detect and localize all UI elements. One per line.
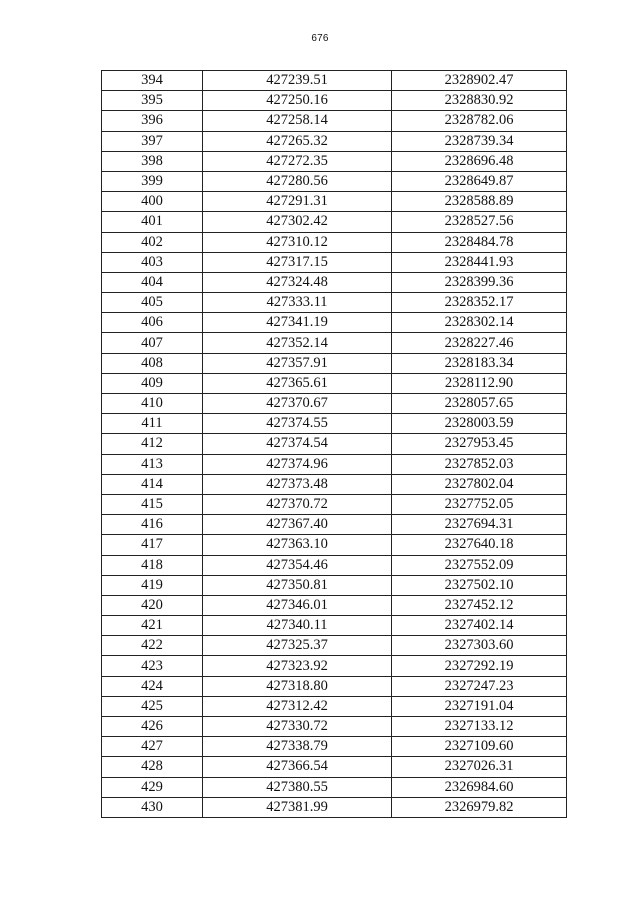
table-row [102,636,567,656]
y-coordinate-cell: 2328112.90 [392,373,567,393]
point-number-cell: 430 [102,797,203,817]
table-row [102,616,567,636]
point-number-cell: 420 [102,595,203,615]
point-number-cell: 411 [102,414,203,434]
x-coordinate-cell: 427323.92 [203,656,392,676]
table-row [102,555,567,575]
point-number-cell: 419 [102,575,203,595]
x-coordinate-cell: 427330.72 [203,717,392,737]
point-number-cell: 424 [102,676,203,696]
y-coordinate-cell: 2328003.59 [392,414,567,434]
x-coordinate-cell: 427250.16 [203,91,392,111]
table-row [102,575,567,595]
y-coordinate-cell: 2328830.92 [392,91,567,111]
y-coordinate-cell: 2327109.60 [392,737,567,757]
table-row [102,676,567,696]
x-coordinate-cell: 427302.42 [203,212,392,232]
y-coordinate-cell: 2328696.48 [392,151,567,171]
point-number-cell: 395 [102,91,203,111]
y-coordinate-cell: 2328649.87 [392,171,567,191]
point-number-cell: 399 [102,171,203,191]
x-coordinate-cell: 427338.79 [203,737,392,757]
point-number-cell: 408 [102,353,203,373]
x-coordinate-cell: 427352.14 [203,333,392,353]
point-number-cell: 398 [102,151,203,171]
table-row [102,777,567,797]
y-coordinate-cell: 2328527.56 [392,212,567,232]
table-row [102,252,567,272]
table-row [102,131,567,151]
table-row [102,535,567,555]
point-number-cell: 402 [102,232,203,252]
x-coordinate-cell: 427373.48 [203,474,392,494]
y-coordinate-cell: 2328399.36 [392,272,567,292]
y-coordinate-cell: 2327694.31 [392,515,567,535]
table-row [102,333,567,353]
point-number-cell: 422 [102,636,203,656]
point-number-cell: 416 [102,515,203,535]
x-coordinate-cell: 427381.99 [203,797,392,817]
y-coordinate-cell: 2327133.12 [392,717,567,737]
table-row [102,656,567,676]
point-number-cell: 418 [102,555,203,575]
point-number-cell: 428 [102,757,203,777]
point-number-cell: 417 [102,535,203,555]
table-row [102,717,567,737]
x-coordinate-cell: 427363.10 [203,535,392,555]
point-number-cell: 409 [102,373,203,393]
y-coordinate-cell: 2328902.47 [392,71,567,91]
y-coordinate-cell: 2328588.89 [392,192,567,212]
x-coordinate-cell: 427265.32 [203,131,392,151]
y-coordinate-cell: 2327752.05 [392,494,567,514]
x-coordinate-cell: 427280.56 [203,171,392,191]
coordinate-table-body [102,71,567,818]
table-row [102,696,567,716]
point-number-cell: 397 [102,131,203,151]
y-coordinate-cell: 2327452.12 [392,595,567,615]
y-coordinate-cell: 2328782.06 [392,111,567,131]
point-number-cell: 414 [102,474,203,494]
x-coordinate-cell: 427374.55 [203,414,392,434]
x-coordinate-cell: 427366.54 [203,757,392,777]
table-row [102,797,567,817]
table-row [102,474,567,494]
x-coordinate-cell: 427370.72 [203,494,392,514]
x-coordinate-cell: 427312.42 [203,696,392,716]
x-coordinate-cell: 427350.81 [203,575,392,595]
point-number-cell: 413 [102,454,203,474]
table-row [102,434,567,454]
x-coordinate-cell: 427354.46 [203,555,392,575]
table-row [102,737,567,757]
table-row [102,454,567,474]
point-number-cell: 423 [102,656,203,676]
x-coordinate-cell: 427346.01 [203,595,392,615]
point-number-cell: 427 [102,737,203,757]
x-coordinate-cell: 427367.40 [203,515,392,535]
table-row [102,71,567,91]
point-number-cell: 404 [102,272,203,292]
x-coordinate-cell: 427374.54 [203,434,392,454]
y-coordinate-cell: 2328057.65 [392,394,567,414]
x-coordinate-cell: 427310.12 [203,232,392,252]
point-number-cell: 421 [102,616,203,636]
y-coordinate-cell: 2328352.17 [392,293,567,313]
table-row [102,272,567,292]
point-number-cell: 410 [102,394,203,414]
y-coordinate-cell: 2327191.04 [392,696,567,716]
x-coordinate-cell: 427341.19 [203,313,392,333]
x-coordinate-cell: 427325.37 [203,636,392,656]
table-row [102,151,567,171]
point-number-cell: 407 [102,333,203,353]
table-row [102,373,567,393]
table-row [102,232,567,252]
table-row [102,394,567,414]
table-row [102,595,567,615]
y-coordinate-cell: 2327640.18 [392,535,567,555]
y-coordinate-cell: 2327552.09 [392,555,567,575]
table-row [102,212,567,232]
x-coordinate-cell: 427318.80 [203,676,392,696]
y-coordinate-cell: 2327026.31 [392,757,567,777]
y-coordinate-cell: 2327402.14 [392,616,567,636]
y-coordinate-cell: 2328227.46 [392,333,567,353]
table-row [102,757,567,777]
x-coordinate-cell: 427370.67 [203,394,392,414]
y-coordinate-cell: 2327303.60 [392,636,567,656]
x-coordinate-cell: 427317.15 [203,252,392,272]
point-number-cell: 406 [102,313,203,333]
table-row [102,171,567,191]
table-row [102,293,567,313]
table-row [102,91,567,111]
table-row [102,515,567,535]
x-coordinate-cell: 427239.51 [203,71,392,91]
y-coordinate-cell: 2327802.04 [392,474,567,494]
point-number-cell: 429 [102,777,203,797]
table-row [102,353,567,373]
y-coordinate-cell: 2327292.19 [392,656,567,676]
y-coordinate-cell: 2328441.93 [392,252,567,272]
table-row [102,111,567,131]
y-coordinate-cell: 2327502.10 [392,575,567,595]
table-row [102,494,567,514]
y-coordinate-cell: 2327852.03 [392,454,567,474]
x-coordinate-cell: 427291.31 [203,192,392,212]
table-row [102,313,567,333]
x-coordinate-cell: 427380.55 [203,777,392,797]
table-row [102,414,567,434]
point-number-cell: 403 [102,252,203,272]
x-coordinate-cell: 427340.11 [203,616,392,636]
table-row [102,192,567,212]
page-number: 676 [311,33,329,44]
point-number-cell: 401 [102,212,203,232]
point-number-cell: 396 [102,111,203,131]
point-number-cell: 405 [102,293,203,313]
point-number-cell: 415 [102,494,203,514]
y-coordinate-cell: 2328484.78 [392,232,567,252]
coordinate-table [101,70,567,818]
x-coordinate-cell: 427374.96 [203,454,392,474]
x-coordinate-cell: 427258.14 [203,111,392,131]
x-coordinate-cell: 427357.91 [203,353,392,373]
point-number-cell: 400 [102,192,203,212]
y-coordinate-cell: 2327247.23 [392,676,567,696]
point-number-cell: 425 [102,696,203,716]
point-number-cell: 426 [102,717,203,737]
y-coordinate-cell: 2328302.14 [392,313,567,333]
y-coordinate-cell: 2326979.82 [392,797,567,817]
y-coordinate-cell: 2327953.45 [392,434,567,454]
y-coordinate-cell: 2328739.34 [392,131,567,151]
x-coordinate-cell: 427272.35 [203,151,392,171]
x-coordinate-cell: 427365.61 [203,373,392,393]
point-number-cell: 394 [102,71,203,91]
y-coordinate-cell: 2326984.60 [392,777,567,797]
point-number-cell: 412 [102,434,203,454]
x-coordinate-cell: 427333.11 [203,293,392,313]
y-coordinate-cell: 2328183.34 [392,353,567,373]
x-coordinate-cell: 427324.48 [203,272,392,292]
